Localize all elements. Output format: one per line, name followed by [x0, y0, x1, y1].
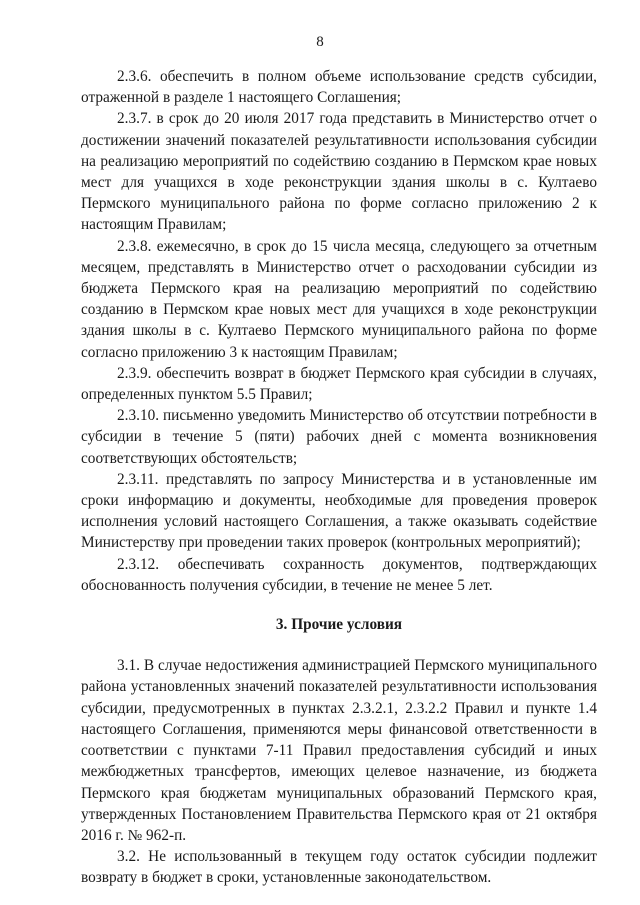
clause-2-3-12: 2.3.12. обеспечивать сохранность документов, подтверждающих обоснованность получения субсидии, в течение не менее 5 лет. — [81, 555, 597, 594]
document-body — [81, 66, 597, 889]
clause-3-1: 3.1. В случае недостижения администрацией Пермского муниципального района установленных значений показателей результативности использования субсидии, предусмотренных в пунктах 2.3.2.1, 2.3.2.2 Правил и пункте 1.4 настоящего Соглашения, применяются меры финансовой ответственности в соответствии с пунктами 7-11 Правил предоставления субсидий и иных межбюджетных трансфертов, имеющих целевое назначение, из бюджета Пермского края бюджетам муниципальных образований Пермского края, утвержденных Постановлением Правительства Пермского края от 21 октября 2016 г. № 962-п. — [81, 657, 597, 844]
clause-2-3-8: 2.3.8. ежемесячно, в срок до 15 числа месяца, следующего за отчетным месяцем, представлять в Министерство отчет о расходовании субсидии из бюджета Пермского края на реализацию мероприятий по содействию созданию в Пермском крае новых мест для учащихся в ходе реконструкции здания школы в с. Култаево Пермского муниципального района по форме согласно приложению 3 к настоящим Правилам; — [81, 237, 597, 361]
clause-2-3-10: 2.3.10. письменно уведомить Министерство об отсутствии потребности в субсидии в течение 5 (пяти) рабочих дней с момента возникновения соответствующих обстоятельств; — [81, 407, 597, 467]
clause-3-2: 3.2. Не использованный в текущем году остаток субсидии подлежит возврату в бюджет в сроки, установленные законодательством. — [81, 848, 597, 887]
clause-2-3-11: 2.3.11. представлять по запросу Министерства и в установленные им сроки информацию и документы, необходимые для проведения проверок исполнения условий настоящего Соглашения, а также оказывать содействие Министерству при проведении таких проверок (контрольных мероприятий); — [81, 470, 597, 552]
clause-2-3-7: 2.3.7. в срок до 20 июля 2017 года представить в Министерство отчет о достижении значений показателей результативности использования субсидии на реализацию мероприятий по содействию созданию в Пермском крае новых мест для учащихся в ходе реконструкции здания школы в с. Култаево Пермского муниципального района по форме согласно приложению 2 к настоящим Правилам; — [81, 110, 597, 234]
section-heading-other-conditions: 3. Прочие условия — [275, 616, 403, 634]
page-number: 8 — [316, 34, 324, 50]
clause-2-3-6: 2.3.6. обеспечить в полном объеме использование средств субсидии, отраженной в разделе 1 настоящего Соглашения; — [81, 68, 597, 107]
clause-2-3-9: 2.3.9. обеспечить возврат в бюджет Пермского края субсидии в случаях, определенных пунктом 5.5 Правил; — [81, 364, 597, 404]
